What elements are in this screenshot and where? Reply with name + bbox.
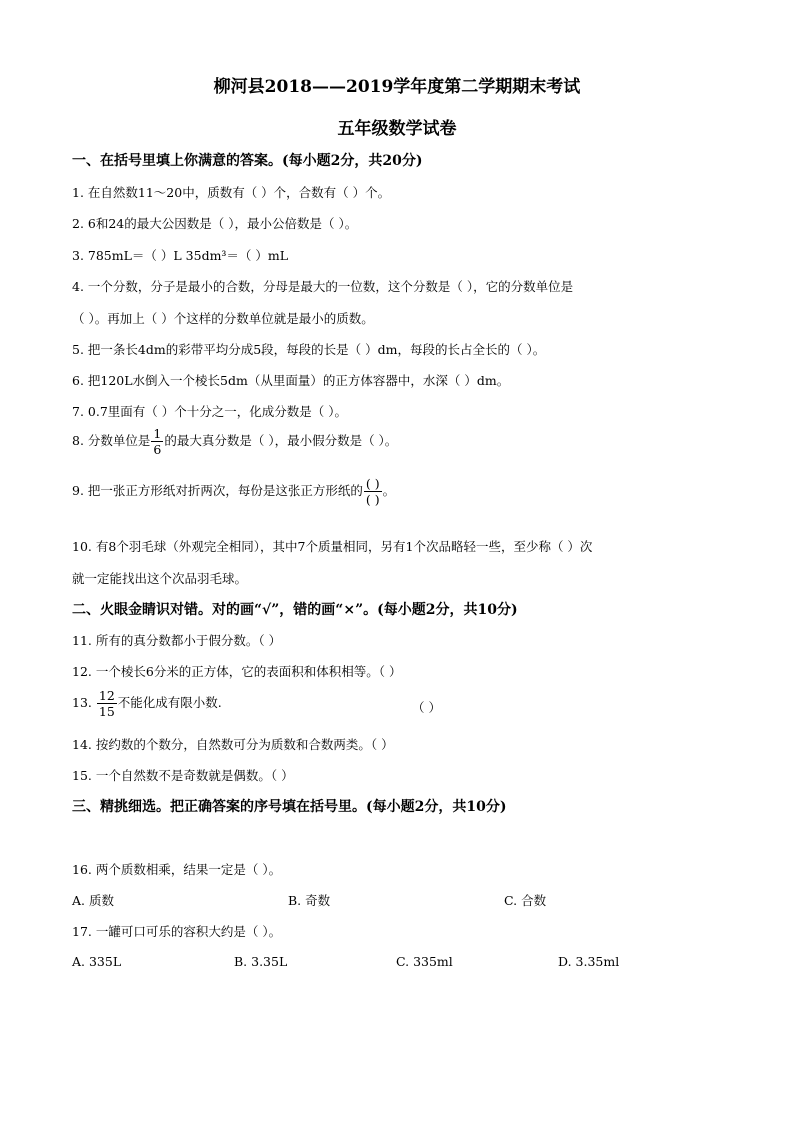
- section2-heading: 二、火眼金睛识对错。对的画“√”，错的画“×”。(每小题2分，共10分): [72, 602, 518, 618]
- question-13-answer-paren: （ ）: [412, 700, 441, 715]
- question-17-option-c: C. 335ml: [396, 954, 453, 969]
- question-1: 1. 在自然数11～20中，质数有（ ）个，合数有（ ）个。: [72, 185, 391, 200]
- question-8-suffix: 的最大真分数是（ ），最小假分数是（ ）。: [164, 433, 398, 448]
- question-16-option-c: C. 合数: [504, 893, 547, 908]
- question-3: 3. 785mL＝（ ）L 35dm³＝（ ）mL: [72, 248, 289, 263]
- question-16-option-b: B. 奇数: [288, 893, 331, 908]
- section3-heading: 三、精挑细选。把正确答案的序号填在括号里。(每小题2分，共10分): [72, 799, 507, 815]
- exam-subtitle: 五年级数学试卷: [337, 119, 457, 139]
- question-13-text: 不能化成有限小数.: [117, 695, 222, 710]
- question-11: 11. 所有的真分数都小于假分数。（ ）: [72, 633, 282, 648]
- section1-heading: 一、在括号里填上你满意的答案。(每小题2分，共20分): [72, 153, 423, 169]
- question-17-option-d: D. 3.35ml: [558, 954, 620, 969]
- question-4-line2: （ ）。再加上（ ）个这样的分数单位就是最小的质数。: [72, 311, 374, 326]
- question-15: 15. 一个自然数不是奇数就是偶数。（ ）: [72, 768, 294, 783]
- question-17: 17. 一罐可口可乐的容积大约是（ ）。: [72, 924, 282, 939]
- question-10-line2: 就一定能找出这个次品羽毛球。: [72, 571, 248, 586]
- question-5: 5. 把一条长4dm的彩带平均分成5段，每段的长是（ ）dm，每段的长占全长的（ ）。: [72, 342, 546, 357]
- question-9-prefix: 9. 把一张正方形纸对折两次，每份是这张正方形纸的: [72, 483, 363, 498]
- question-7: 7. 0.7里面有（ ）个十分之一，化成分数是（ ）。: [72, 404, 347, 419]
- fraction-denominator: 6: [153, 442, 162, 457]
- fraction-numerator: ( ): [365, 476, 380, 491]
- fraction-numerator: 12: [98, 688, 115, 703]
- fraction-denominator: ( ): [365, 492, 380, 507]
- fraction-denominator: 15: [98, 704, 115, 719]
- question-17-option-b: B. 3.35L: [234, 954, 288, 969]
- question-13: [72, 688, 222, 719]
- question-8: [72, 426, 397, 457]
- question-4-line1: 4. 一个分数，分子是最小的合数，分母是最大的一位数，这个分数是（ ），它的分数单位是: [72, 279, 574, 294]
- fraction-one-sixth: [151, 426, 163, 457]
- question-14: 14. 按约数的个数分，自然数可分为质数和合数两类。（ ）: [72, 737, 394, 752]
- question-9: [72, 476, 395, 507]
- question-13-prefix: 13.: [72, 695, 92, 710]
- fraction-numerator: 1: [153, 426, 162, 441]
- question-6: 6. 把120L水倒入一个棱长5dm（从里面量）的正方体容器中，水深（ ）dm。: [72, 373, 510, 388]
- question-2: 2. 6和24的最大公因数是（ ），最小公倍数是（ ）。: [72, 216, 358, 231]
- question-17-option-a: A. 335L: [72, 954, 122, 969]
- exam-title: 柳河县2018——2019学年度第二学期期末考试: [213, 77, 581, 97]
- fraction-twelve-fifteenths: [97, 688, 117, 719]
- question-12: 12. 一个棱长6分米的正方体，它的表面积和体积相等。（ ）: [72, 664, 402, 679]
- question-9-suffix: 。: [382, 483, 396, 498]
- question-10-line1: 10. 有8个羽毛球（外观完全相同），其中7个质量相同，另有1个次品略轻一些，至少称（ ）次: [72, 539, 593, 554]
- question-16-option-a: A. 质数: [72, 893, 114, 908]
- question-8-prefix: 8. 分数单位是: [72, 433, 151, 448]
- fraction-blank: [364, 476, 382, 507]
- question-16: 16. 两个质数相乘，结果一定是（ ）。: [72, 862, 282, 877]
